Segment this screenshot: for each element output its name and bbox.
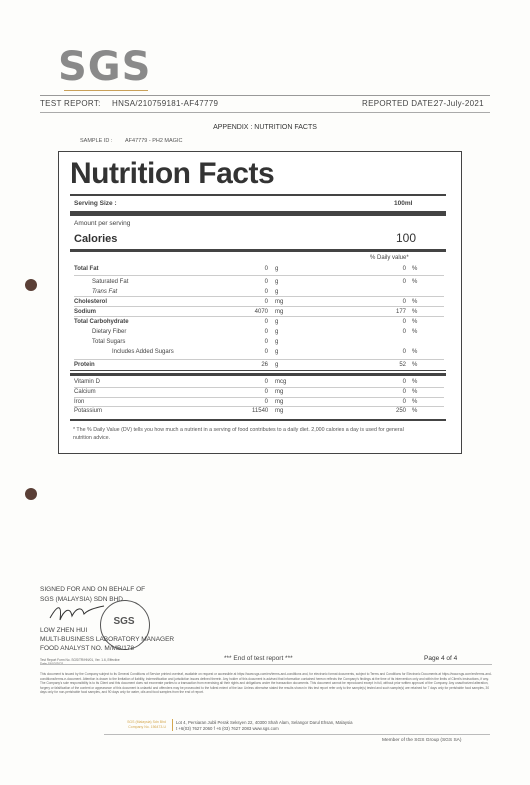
nutrient-name: Includes Added Sugars <box>112 349 174 355</box>
nutrient-percent-sign: % <box>412 319 418 325</box>
nutrient-amount: 0 <box>264 319 268 325</box>
nutrient-daily-value: 0 <box>402 329 406 335</box>
nutrient-name: Trans Fat <box>92 289 118 295</box>
row-separator <box>74 275 444 276</box>
nutrient-row <box>74 266 444 275</box>
nutrient-name: Saturated Fat <box>92 279 129 285</box>
nutrient-daily-value: 0 <box>402 319 406 325</box>
header-rule-bottom <box>40 112 490 113</box>
nutrient-percent-sign: % <box>412 408 418 414</box>
seal-text: SGS <box>113 616 135 627</box>
company-signatory: SGS (MALAYSIA) SDN BHD <box>40 596 123 603</box>
punch-hole-bottom <box>25 488 37 500</box>
protein-rule-top <box>70 370 446 371</box>
nutrient-amount: 26 <box>261 362 268 368</box>
test-report-value: HNSA/210759181-AF47779 <box>112 99 219 108</box>
nutrient-unit: g <box>275 279 279 285</box>
calories-label: Calories <box>74 233 118 245</box>
nutrient-name: Total Sugars <box>92 339 126 345</box>
nutrient-name: Cholesterol <box>74 299 108 305</box>
nutrient-unit: g <box>275 289 279 295</box>
serving-size-value: 100ml <box>394 200 413 207</box>
signatory-name: LOW ZHEN HUI <box>40 627 88 634</box>
nutrient-daily-value: 177 <box>395 309 406 315</box>
nutrient-name: Potassium <box>74 408 103 414</box>
nutrient-daily-value: 0 <box>402 379 406 385</box>
company-address-block: Lot 4, Persiaran Jubli Perak Seksyen 22, 40300 Shah Alam, Selangor Darul Ehsan, Malaysia t +6(03) 7627 2060 f +6 (03) 7627 2083 www.sgs.com <box>176 720 353 731</box>
vitamin-row-separator <box>74 397 444 398</box>
nutrient-percent-sign: % <box>412 349 418 355</box>
footer-divider <box>172 719 173 731</box>
test-report-label: TEST REPORT: <box>40 99 101 108</box>
row-separator <box>74 359 444 360</box>
nutrient-name: Total Fat <box>74 266 99 272</box>
nutrient-unit: g <box>275 266 279 272</box>
nutrient-daily-value: 0 <box>402 279 406 285</box>
footnote-rule <box>70 419 446 421</box>
nutrient-percent-sign: % <box>412 362 418 368</box>
header-rule <box>40 95 490 96</box>
nutrient-row <box>74 339 444 348</box>
nutrient-amount: 0 <box>264 289 268 295</box>
disclaimer-text: This document is issued by the Company subject to its General Conditions of Service printed overleaf, available on request or accessible at https://www.sgs.com/en/terms-and-conditions and, for electronic format documents, subject to Terms and Conditions for Electronic Documents at https://www.sgs.com/en/terms-and-conditions/terms-e-document. Attention is drawn to the limitation of liability, indemnification and jurisdiction issues defined therein. Any holder of this document is advised that information contained hereon reflects the Company's findings at the time of its intervention only and within the limits of Client's instructions, if any. The Company's sole responsibility is to its Client and this document does not exonerate parties to a transaction from exercising all their rights and obligations under the transaction documents. This document cannot be reproduced except in full, without prior written approval of the Company. Any unauthorized alteration, forgery or falsification of the content or appearance of this document is unlawful and offenders may be prosecuted to the fullest extent of the law. Unless otherwise stated the results shown in this test report refer only to the sample(s) tested and such sample(s) are retained for 7 days only for perishable food samples, 30 days only for non-perishable food samples, and 90 days only for water, oils and food samples from the end of report. <box>40 672 492 695</box>
row-separator <box>74 296 444 297</box>
nutrient-unit: mg <box>275 408 284 414</box>
nutrition-facts-title: Nutrition Facts <box>70 157 275 190</box>
nutrient-row <box>74 319 444 328</box>
nutrient-name: Sodium <box>74 309 96 315</box>
nutrient-daily-value: 0 <box>402 389 406 395</box>
sgs-logo: SGS <box>58 44 152 90</box>
end-of-report: *** End of test report *** <box>224 655 293 662</box>
appendix-title: APPENDIX : NUTRITION FACTS <box>213 124 317 131</box>
company-name-footer: SGS (Malaysia) Sdn Bhd Company No. 156473-U <box>127 720 166 729</box>
footer-rule-bottom <box>104 734 490 735</box>
punch-hole-top <box>25 279 37 291</box>
form-reference: Test Report Form No. SGS/TR/HN/01, Ver. 1.6, Effective <box>40 658 120 662</box>
nutrient-percent-sign: % <box>412 309 418 315</box>
nutrient-daily-value: 0 <box>402 349 406 355</box>
nutrient-amount: 0 <box>264 299 268 305</box>
nutrient-unit: mcg <box>275 379 287 385</box>
nutrient-percent-sign: % <box>412 329 418 335</box>
serving-rule <box>70 211 446 216</box>
nutrient-row <box>74 408 444 417</box>
signatory-title: MULTI-BUSINESS LABORATORY MANAGER <box>40 636 175 643</box>
signature-image <box>48 600 108 626</box>
reported-date-label: REPORTED DATE: <box>362 99 436 108</box>
nutrient-amount: 0 <box>264 266 268 272</box>
vitamin-row-separator <box>74 406 444 407</box>
nutrient-percent-sign: % <box>412 266 418 272</box>
nutrient-amount: 0 <box>264 399 268 405</box>
nutrient-unit: mg <box>275 389 284 395</box>
reported-date-value: 27-July-2021 <box>434 99 484 108</box>
signed-on-behalf: SIGNED FOR AND ON BEHALF OF <box>40 586 146 593</box>
nutrient-daily-value: 250 <box>395 408 406 414</box>
nutrient-unit: mg <box>275 309 284 315</box>
nutrient-unit: g <box>275 339 279 345</box>
nutrient-daily-value: 0 <box>402 266 406 272</box>
nutrient-amount: 0 <box>264 329 268 335</box>
nutrient-amount: 4070 <box>254 309 268 315</box>
nutrient-name: Protein <box>74 362 95 368</box>
nutrient-amount: 0 <box>264 389 268 395</box>
daily-value-header: % Daily value* <box>370 255 409 261</box>
nutrient-amount: 0 <box>264 379 268 385</box>
nutrient-name: Total Carbohydrate <box>74 319 129 325</box>
nutrient-percent-sign: % <box>412 379 418 385</box>
nutrient-percent-sign: % <box>412 389 418 395</box>
nutrient-name: Calcium <box>74 389 96 395</box>
serving-size-label: Serving Size : <box>74 200 117 207</box>
vitamin-rule <box>70 373 446 376</box>
nutrient-amount: 0 <box>264 279 268 285</box>
nutrient-amount: 11540 <box>252 408 269 414</box>
vitamin-row-separator <box>74 387 444 388</box>
sgs-group-member: Member of the SGS Group (SGS SA) <box>382 738 462 743</box>
nutrient-unit: mg <box>275 399 284 405</box>
calories-rule <box>70 249 446 252</box>
nutrient-name: Dietary Fiber <box>92 329 127 335</box>
nutrient-daily-value: 0 <box>402 299 406 305</box>
footer-rule <box>40 664 492 665</box>
logo-underline <box>64 90 148 91</box>
row-separator <box>74 316 444 317</box>
title-rule <box>70 194 446 196</box>
nutrient-unit: g <box>275 329 279 335</box>
nutrient-row <box>74 349 444 358</box>
nutrient-name: Vitamin D <box>74 379 100 385</box>
nutrient-unit: mg <box>275 299 284 305</box>
nutrient-name: Iron <box>74 399 85 405</box>
nutrient-percent-sign: % <box>412 299 418 305</box>
nutrient-unit: g <box>275 319 279 325</box>
nutrient-percent-sign: % <box>412 279 418 285</box>
nutrient-amount: 0 <box>264 349 268 355</box>
nutrient-row <box>74 329 444 338</box>
sample-id-label: SAMPLE ID : <box>80 138 113 144</box>
nutrient-daily-value: 0 <box>402 399 406 405</box>
page-number: Page 4 of 4 <box>424 655 458 662</box>
amount-per-serving: Amount per serving <box>74 220 131 227</box>
calories-value: 100 <box>396 231 417 245</box>
analyst-number: FOOD ANALYST NO. M/MB/178 <box>40 645 135 652</box>
nutrient-unit: g <box>275 349 279 355</box>
nutrient-percent-sign: % <box>412 399 418 405</box>
nutrient-row <box>74 279 444 288</box>
nutrient-unit: g <box>275 362 279 368</box>
row-separator <box>74 306 444 307</box>
nutrient-daily-value: 52 <box>399 362 406 368</box>
nutrient-amount: 0 <box>264 339 268 345</box>
sample-id-value: AF47779 - PH2 MAGIC <box>125 138 183 144</box>
daily-value-footnote: * The % Daily Value (DV) tells you how much a nutrient in a serving of food contributes to a daily diet. 2,000 calories a day is used for general nutrition advice. <box>73 427 404 441</box>
